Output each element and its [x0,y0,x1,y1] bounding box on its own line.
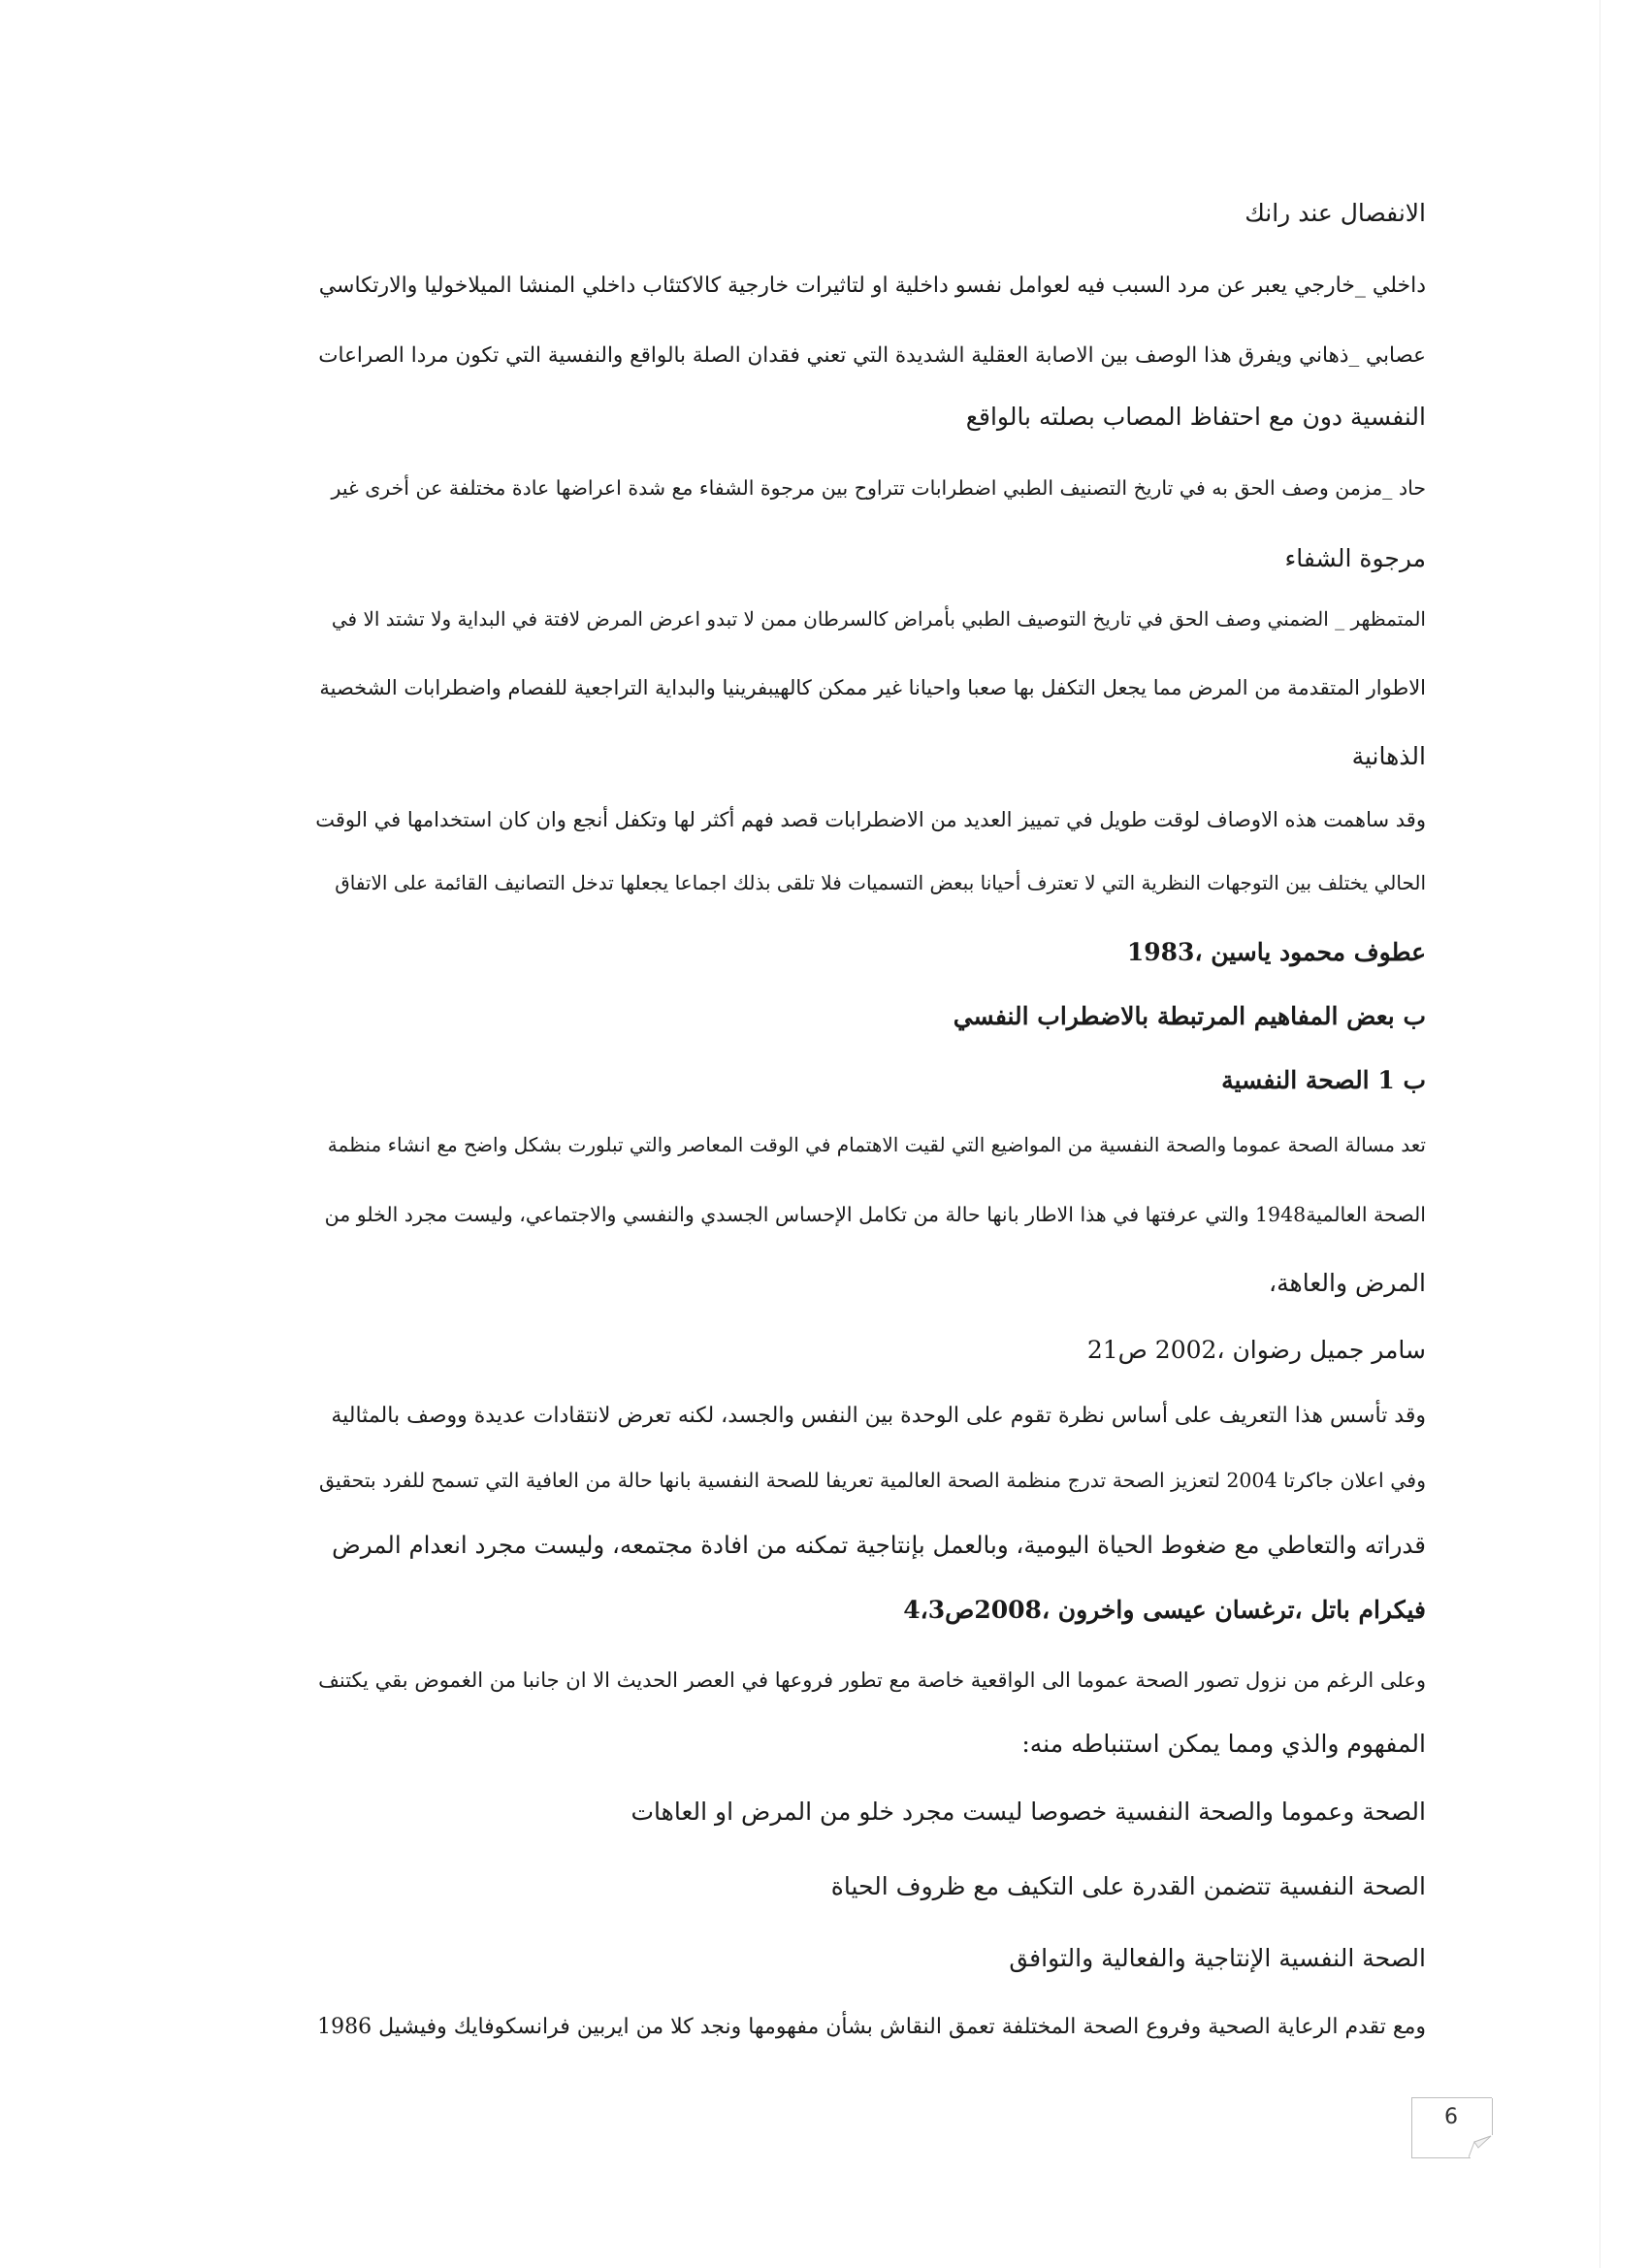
text-line: حاد _مزمن وصف الحق به في تاريخ التصنيف الطبي اضطرابات تتراوح بين مرجوة الشفاء مع شدة اعراضها عادة مختلفة عن أخرى غير [331,476,1426,500]
section-heading: ب بعض المفاهيم المرتبطة بالاضطراب النفسي [953,1002,1426,1030]
text-line: تعد مسالة الصحة عموما والصحة النفسية من المواضيع التي لقيت الاهتمام في الوقت المعاصر والتي تبلورت بشكل واضح مع انشاء منظمة [327,1133,1426,1156]
text-line: الانفصال عند رانك [1245,199,1426,227]
text-line: داخلي _خارجي يعبر عن مرد السبب فيه لعوامل نفسو داخلية او لتاثيرات خارجية كالاكتئاب داخلي المنشا الميلاخوليا والارتكاسي [318,274,1426,298]
text-line: ومع تقدم الرعاية الصحية وفروع الصحة المختلفة تعمق النقاش بشأن مفهومها ونجد كلا من ايربين فرانسكوفايك وفيشيل 1986 [317,2015,1426,2039]
text-line: وقد ساهمت هذه الاوصاف لوقت طويل في تمييز العديد من الاضطرابات قصد فهم أكثر لها وتكفل أنجع وان كان استخدامها في الوقت [315,808,1426,831]
text-line: عصابي _ذهاني ويفرق هذا الوصف بين الاصابة العقلية الشديدة التي تعني فقدان الصلة بالواقع والنفسية التي تكون مردا الصراعات [318,343,1426,368]
list-item: الصحة النفسية تتضمن القدرة على التكيف مع ظروف الحياة [830,1872,1426,1900]
text-line: الذهانية [1351,742,1426,770]
text-line: النفسية دون مع احتفاظ المصاب بصلته بالواقع [965,403,1426,431]
text-line: وفي اعلان جاكرتا 2004 لتعزيز الصحة تدرج منظمة الصحة العالمية تعريفا للصحة النفسية بانها حالة من العافية التي تسمح للفرد بتحقيق [318,1469,1426,1492]
text-line: الصحة العالمية1948 والتي عرفتها في هذا الاطار بانها حالة من تكامل الإحساس الجسدي والنفسي والاجتماعي، وليست مجرد الخلو من [324,1203,1426,1226]
page-number-box-edge [1411,2157,1471,2158]
page-curl-icon [1469,2134,1492,2158]
text-line: وقد تأسس هذا التعريف على أساس نظرة تقوم على الوحدة بين النفس والجسد، لكنه تعرض لانتقادات عديدة ووصف بالمثالية [331,1404,1426,1428]
text-line: المفهوم والذي ومما يمكن استنباطه منه: [1021,1730,1426,1758]
list-item: الصحة وعموما والصحة النفسية خصوصا ليست مجرد خلو من المرض او العاهات [630,1798,1426,1826]
text-line: وعلى الرغم من نزول تصور الصحة عموما الى الواقعية خاصة مع تطور فروعها في العصر الحديث الا ان جانبا من الغموض بقي يكتنف [318,1669,1426,1692]
citation: سامر جميل رضوان ،2002 ص21 [1086,1336,1426,1364]
text-line: المتمظهر _ الضمني وصف الحق في تاريخ التوصيف الطبي بأمراض كالسرطان ممن لا تبدو اعرض المرض لافتة في البداية ولا تشتد الا في [331,607,1426,631]
text-line: الحالي يختلف بين التوجهات النظرية التي لا تعترف أحيانا ببعض التسميات فلا تلقى بذلك اجماعا يجعلها تدخل التصانيف القائمة على الاتفاق [335,871,1426,894]
text-line: الاطوار المتقدمة من المرض مما يجعل التكفل بها صعبا واحيانا غير ممكن كالهيبفرينيا والبداية التراجعية للفصام واضطرابات الشخصية [319,676,1426,699]
list-item: الصحة النفسية الإنتاجية والفعالية والتوافق [1009,1944,1426,1972]
text-line: المرض والعاهة، [1269,1269,1426,1297]
text-line: مرجوة الشفاء [1284,544,1426,572]
citation: فيكرام باتل ،ترغسان عيسى واخرون ،2008ص4،3 [903,1596,1426,1624]
page-number: 6 [1444,2105,1458,2129]
citation: عطوف محمود ياسين ،1983 [1126,938,1426,966]
subsection-heading: ب 1 الصحة النفسية [1221,1066,1426,1094]
text-line: قدراته والتعاطي مع ضغوط الحياة اليومية، وبالعمل بإنتاجية تمكنه من افادة مجتمعه، وليست مجرد انعدام المرض [332,1531,1426,1559]
